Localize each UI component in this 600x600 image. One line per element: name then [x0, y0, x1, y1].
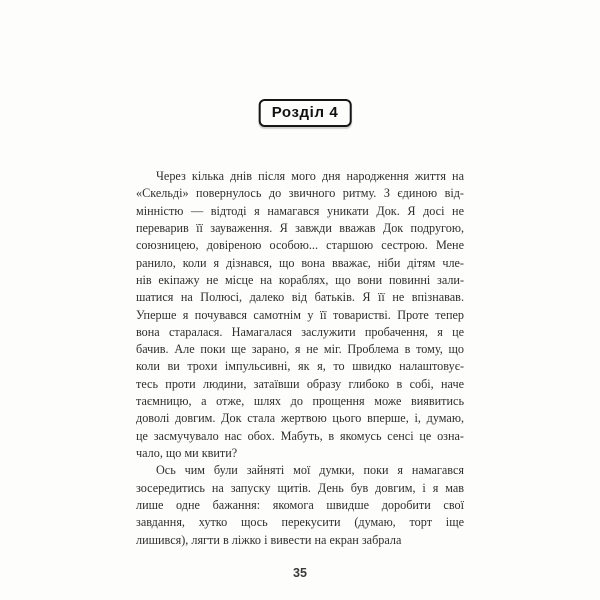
text-line: мінністю — відтоді я намагався уникати Док. Я досі не	[136, 203, 464, 218]
text-line: доволі довгим. Док стала жертвою цього вперше, і, думаю,	[136, 411, 464, 426]
body-text	[136, 168, 464, 549]
text-line: ранило, коли я дізнався, що вона вважає, ніби дітям чле-	[136, 255, 464, 270]
text-line: зосередитись на запуску щитів. День був довгим, і я мав	[136, 480, 464, 495]
text-line: шатися на Полюсі, далеко від батьків. Я її не впізнавав.	[136, 290, 464, 305]
chapter-heading-label: Розділ 4	[271, 104, 339, 121]
text-line: Ось чим були зайняті мої думки, поки я намагався	[156, 463, 464, 478]
text-line: Уперше я почувався самотнім у її товаристві. Проте тепер	[136, 307, 464, 322]
text-line: це засмучувало нас обох. Мабуть, в якомусь сенсі це озна-	[136, 428, 464, 443]
text-line: Через кілька днів після мого дня народження життя на	[156, 169, 464, 183]
text-line: коли ви трохи імпульсивні, як я, то швидко налаштовує-	[136, 359, 464, 374]
text-line: «Скельді» повернулось до звичного ритму. З єдиною від-	[136, 186, 464, 201]
text-line: чало, що ми квити?	[136, 446, 238, 460]
text-line: тесь проти людини, затаївши образу глибоко в собі, наче	[136, 376, 464, 391]
chapter-heading-box	[259, 99, 352, 127]
text-line: переварив її зауваження. Я завжди вважав Док подругою,	[136, 220, 464, 235]
text-line: лише одне бажання: якомога швидше доробити свої	[136, 497, 464, 512]
text-line: таємницю, а отже, шлях до прощення може виявитись	[136, 394, 464, 409]
text-line: союзницею, довіреною особою... старшою сестрою. Мене	[136, 238, 464, 253]
text-line: бачив. Але поки ще зарано, я не міг. Проблема в тому, що	[136, 342, 464, 357]
text-line: вона старалася. Намагалася заслужити пробачення, я це	[136, 324, 464, 339]
page-number: 35	[293, 566, 307, 580]
text-line: нів екіпажу не місце на кораблях, що вони повинні зали-	[136, 272, 464, 287]
text-line: завдання, хутко щось перекусити (думаю, торт іще	[136, 515, 464, 530]
text-line: лишився), лягти в ліжко і вивести на екран забрала	[136, 532, 402, 547]
